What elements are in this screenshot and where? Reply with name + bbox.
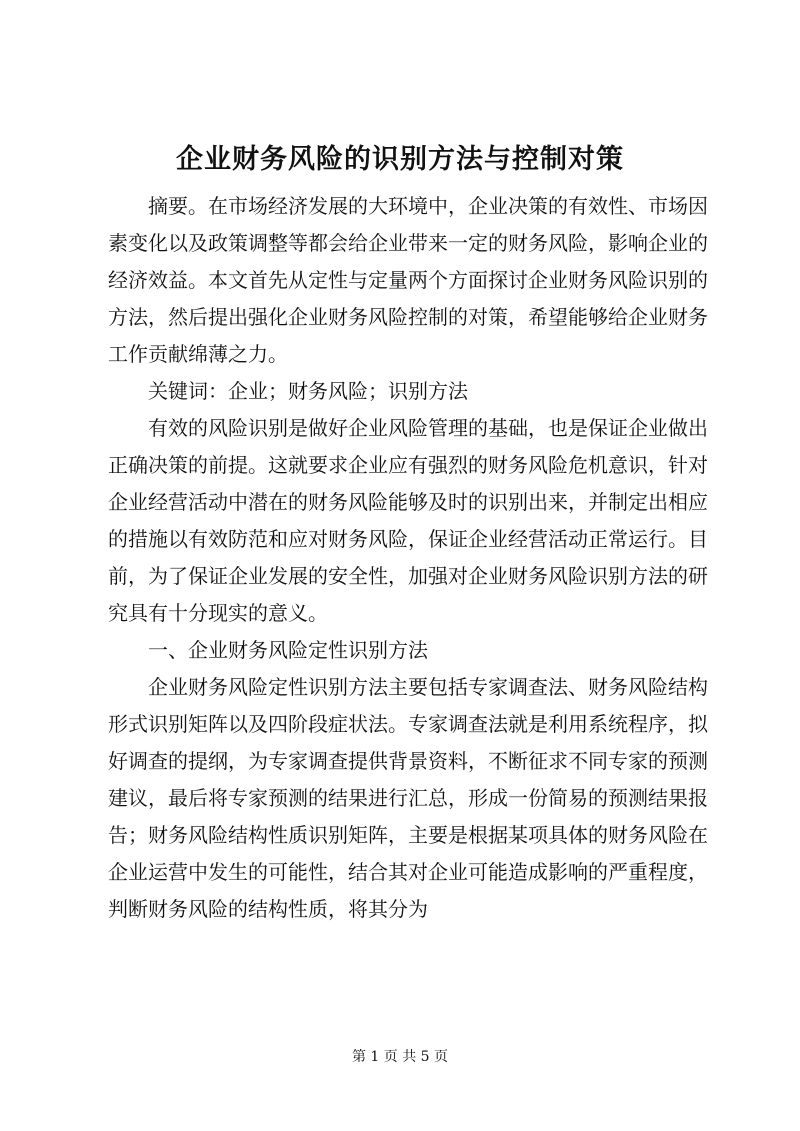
page-number-footer: 第 1 页 共 5 页 xyxy=(351,1049,449,1065)
document-body xyxy=(108,188,708,928)
document-title: 企业财务风险的识别方法与控制对策 xyxy=(176,144,624,175)
intro-paragraph: 有效的风险识别是做好企业风险管理的基础，也是保证企业做出正确决策的前提。这就要求企业应有强烈的财务风险危机意识，针对企业经营活动中潜在的财务风险能够及时的识别出来，并制定出相应的措施以有效防范和应对财务风险，保证企业经营活动正常运行。目前，为了保证企业发展的安全性，加强对企业财务风险识别方法的研究具有十分现实的意义。 xyxy=(108,416,708,625)
section-paragraph: 企业财务风险定性识别方法主要包括专家调查法、财务风险结构形式识别矩阵以及四阶段症状法。专家调查法就是利用系统程序，拟好调查的提纲，为专家调查提供背景资料，不断征求不同专家的预测建议，最后将专家预测的结果进行汇总，形成一份简易的预测结果报告；财务风险结构性质识别矩阵，主要是根据某项具体的财务风险在企业运营中发生的可能性，结合其对企业可能造成影响的严重程度，判断财务风险的结构性质，将其分为 xyxy=(108,675,708,921)
section-heading: 一、企业财务风险定性识别方法 xyxy=(148,638,428,662)
abstract-paragraph: 摘要。在市场经济发展的大环境中，企业决策的有效性、市场因素变化以及政策调整等都会给企业带来一定的财务风险，影响企业的经济效益。本文首先从定性与定量两个方面探讨企业财务风险识别的方法，然后提出强化企业财务风险控制的对策，希望能够给企业财务工作贡献绵薄之力。 xyxy=(108,194,708,366)
keywords-paragraph: 关键词：企业；财务风险；识别方法 xyxy=(148,379,468,403)
